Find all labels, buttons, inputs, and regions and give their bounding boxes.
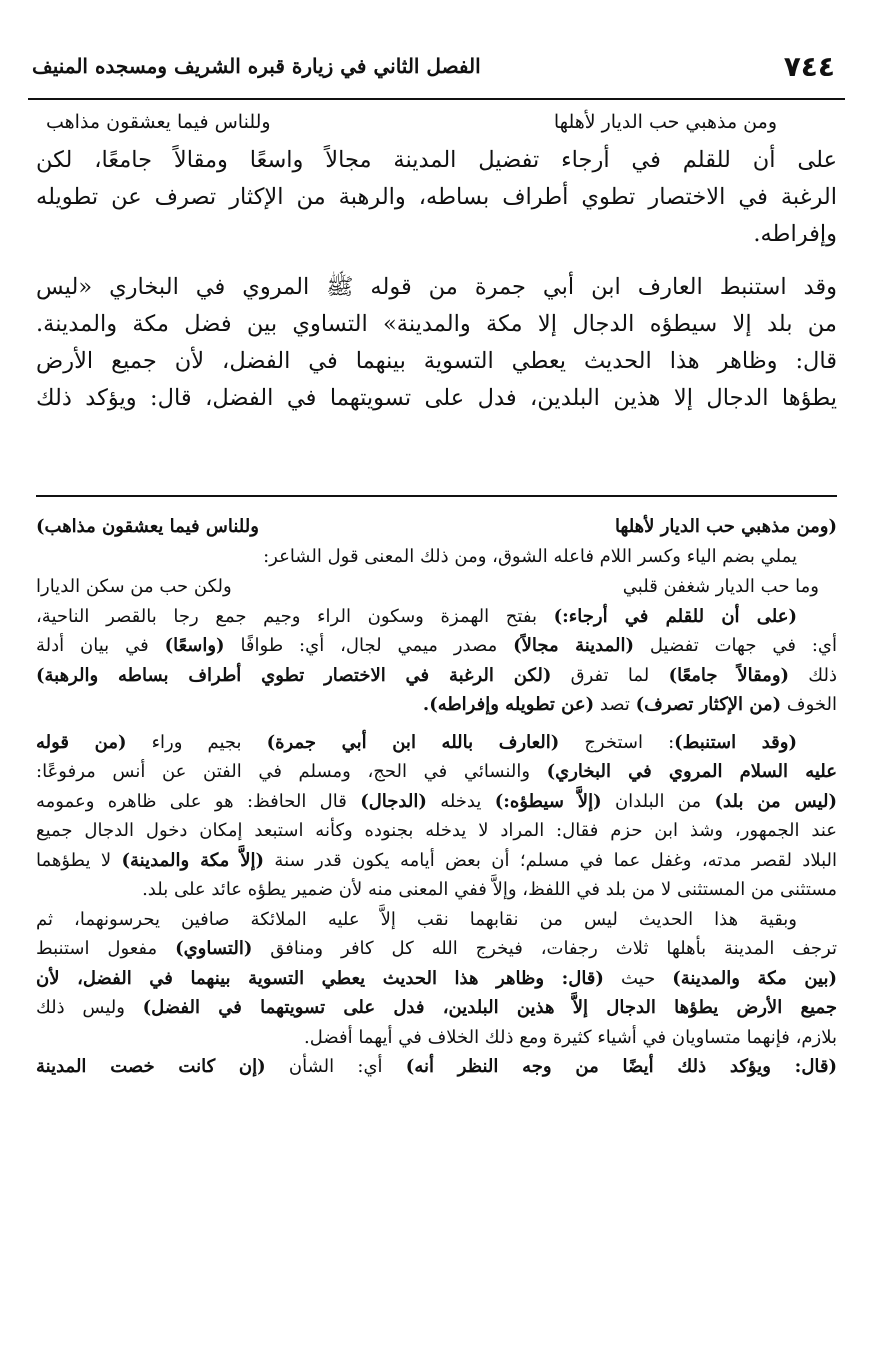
commentary-line <box>36 964 837 994</box>
commentary-text: مفعول استنبط <box>36 938 176 959</box>
main-verse <box>36 108 837 136</box>
commentary-text: وليس ذلك <box>36 997 143 1018</box>
quoted-phrase: (واسعًا) <box>164 635 225 656</box>
commentary-text: ترجف المدينة بأهلها ثلاث رجفات، فيخرج الله كل كافر ومنافق <box>252 938 837 959</box>
commentary-text: والنسائي في الحج، ومسلم في الفتن عن أنس مرفوعًا: <box>36 761 547 782</box>
commentary-hemistich: وللناس فيما يعشقون مذاهب) <box>36 516 259 537</box>
text-line: قال: وظاهر هذا الحديث يعطي التسوية بينهما في الفضل، لأن جميع الأرض <box>36 348 837 374</box>
quoted-phrase: (إلاَّ مكة والمدينة) <box>121 849 265 871</box>
commentary-line <box>36 787 837 817</box>
quoted-phrase: (التساوي) <box>175 938 253 959</box>
quoted-phrase: (الدجال) <box>360 790 427 812</box>
quoted-phrase: (قال: وظاهر هذا الحديث يعطي التسوية بينهما في الفضل، لأن <box>36 967 604 989</box>
page-number: ٧٤٤ <box>783 50 835 83</box>
commentary-line: وبقية هذا الحديث ليس من نقابهما نقب إلاَّ عليه الملائكة صافين يحرسونهما، ثم <box>36 908 797 930</box>
commentary-text: تصد <box>594 694 636 715</box>
text-line: يطؤها الدجال إلا هذين البلدين، فدل على تسويتهما في الفضل، قال: ويؤكد ذلك <box>36 385 837 411</box>
commentary-text: بفتح الهمزة وسكون الراء وجيم جمع رجا بالقصر الناحية، <box>36 605 554 627</box>
commentary-text: لما تفرق <box>551 664 669 686</box>
commentary-text: قال الحافظ: هو على ظاهره وعمومه <box>36 790 361 812</box>
text-line: الرغبة في الاختصار تطوي أطراف بساطه، والرهبة من الإكثار تصرف عن تطويله <box>36 184 837 210</box>
text-line: وإفراطه. <box>753 221 837 247</box>
commentary-line <box>36 1052 837 1082</box>
commentary-line: عند الجمهور، وشذ ابن حزم فقال: المراد لا يدخله بجنوده وكأنه استبعد إمكان دخول الدجال جميع <box>36 820 837 841</box>
page-header <box>28 40 845 100</box>
commentary-line <box>36 728 837 758</box>
commentary-verse-heading <box>36 512 837 542</box>
commentary-line <box>36 993 837 1023</box>
commentary-text: من البلدان <box>601 790 715 812</box>
quoted-phrase: (المدينة مجالاً) <box>513 635 635 656</box>
text-line: من بلد إلا سيطؤه الدجال إلا مكة والمدينة» التساوي بين فضل مكة والمدينة. <box>36 311 837 337</box>
text-line: على أن للقلم في أرجاء تفضيل المدينة مجالاً واسعًا ومقالاً جامعًا، لكن <box>36 147 837 173</box>
commentary-text: لا يطؤهما <box>36 849 122 871</box>
quoted-phrase: (إن كانت خصت المدينة <box>36 1056 266 1077</box>
commentary-line: يملي بضم الياء وكسر اللام فاعله الشوق، ومن ذلك المعنى قول الشاعر: <box>263 546 797 567</box>
commentary-line <box>36 846 837 876</box>
commentary-line <box>36 661 837 691</box>
commentary-line <box>36 690 837 720</box>
running-title: الفصل الثاني في زيارة قبره الشريف ومسجده المنيف <box>32 54 481 78</box>
quoted-phrase: (من قوله <box>36 731 127 753</box>
commentary-text: حيث <box>603 967 673 989</box>
commentary-text: ذلك <box>789 664 837 686</box>
verse-first-hemistich: ومن مذهبي حب الديار لأهلها <box>553 111 777 133</box>
quoted-phrase: (وقد استنبط) <box>674 731 797 753</box>
commentary-text: يدخله <box>426 790 495 812</box>
commentary-text: أي: في جهات تفضيل <box>634 635 837 656</box>
verse-second-hemistich: وللناس فيما يعشقون مذاهب <box>46 111 271 133</box>
quoted-phrase: (من الإكثار تصرف) <box>635 694 782 715</box>
quoted-phrase: (ليس من بلد) <box>714 790 837 812</box>
commentary-text: مصدر ميمي لجال، أي: طوافًا <box>224 635 514 656</box>
commentary-line <box>36 602 837 632</box>
commentary-line <box>36 934 837 964</box>
section-divider <box>36 495 837 497</box>
quoted-phrase: جميع الأرض يطؤها الدجال إلاَّ هذين البلدين، فدل على تسويتهما في الفضل) <box>142 997 837 1018</box>
quoted-phrase: (بين مكة والمدينة) <box>672 967 837 989</box>
commentary-text: في بيان أدلة <box>36 635 165 656</box>
commentary-hemistich: (ومن مذهبي حب الديار لأهلها <box>614 516 837 537</box>
commentary-text: البلاد لقصر مدته، وغفل عما في مسلم؛ أن بعض أيامه يكون قدر سنة <box>264 849 837 871</box>
quoted-phrase: (إلاَّ سيطؤه:) <box>494 790 602 812</box>
main-text <box>36 108 837 417</box>
quoted-phrase: عليه السلام المروي في البخاري) <box>546 761 837 782</box>
quoted-phrase: (ومقالاً جامعًا) <box>668 664 790 686</box>
commentary-line: بلازم، فإنهما متساويان في أشياء كثيرة ومع ذلك الخلاف في أيهما أفضل. <box>304 1026 837 1048</box>
quoted-phrase: (العارف بالله ابن أبي جمرة) <box>266 731 560 753</box>
commentary <box>36 512 837 1082</box>
commentary-line <box>36 757 837 787</box>
commentary-text: بجيم وراء <box>126 731 267 753</box>
text-line: وقد استنبط العارف ابن أبي جمرة من قوله ﷺ المروي في البخاري «ليس <box>36 274 837 300</box>
quoted-phrase: (لكن الرغبة في الاختصار تطوي أطراف بساطه والرهبة) <box>36 664 552 686</box>
quoted-phrase: (على أن للقلم في أرجاء:) <box>553 605 797 627</box>
commentary-text: أي: الشأن <box>265 1056 406 1077</box>
quoted-phrase: (قال: ويؤكد ذلك أيضًا من وجه النظر أنه) <box>405 1056 837 1077</box>
commentary-line: مستثنى من المستثنى لا من بلد في اللفظ، وإلاَّ ففي المعنى منه لأن ضمير يطؤه عائد على بلد. <box>142 879 837 900</box>
commentary-poem-verse <box>36 572 837 602</box>
commentary-text: : استخرج <box>559 731 675 753</box>
quoted-phrase: (عن تطويله وإفراطه). <box>422 694 595 715</box>
commentary-text: الخوف <box>781 694 837 715</box>
commentary-line <box>36 631 837 661</box>
commentary-hemistich: ولكن حب من سكن الديارا <box>36 575 232 597</box>
commentary-hemistich: وما حب الديار شغفن قلبي <box>622 575 819 597</box>
